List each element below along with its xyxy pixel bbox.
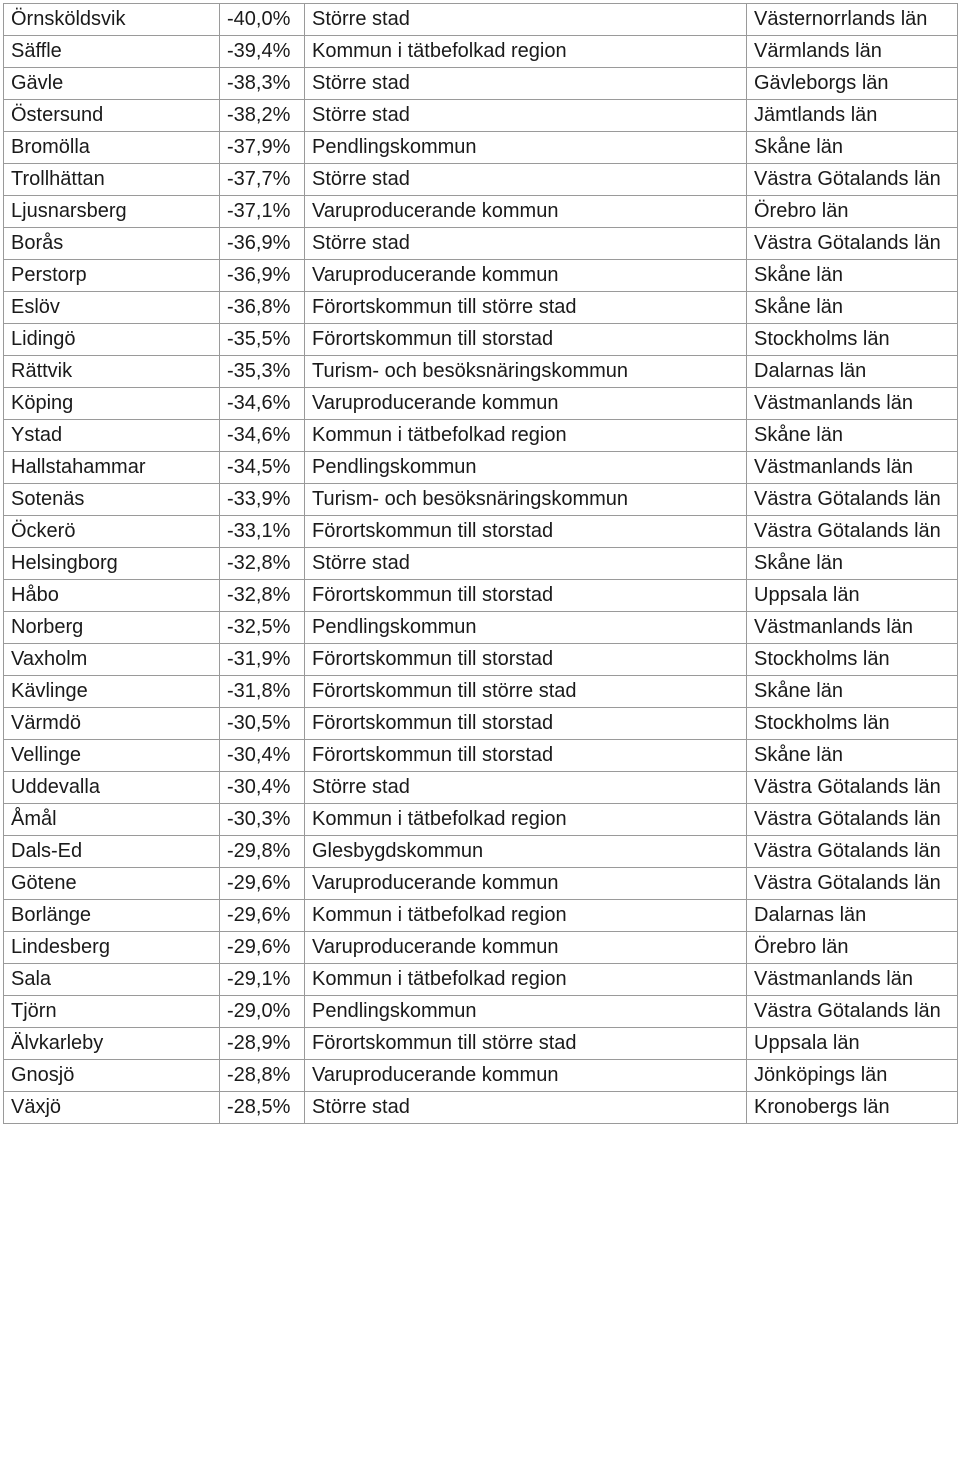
municipality-group-cell: Större stad (305, 164, 747, 196)
table-row (4, 516, 958, 548)
change-cell: -34,6% (220, 388, 305, 420)
municipality-group-cell: Större stad (305, 1092, 747, 1124)
change-cell: -36,8% (220, 292, 305, 324)
change-cell: -32,8% (220, 548, 305, 580)
municipality-cell: Gnosjö (4, 1060, 220, 1092)
table-row (4, 900, 958, 932)
municipality-group-cell: Glesbygdskommun (305, 836, 747, 868)
change-cell: -29,1% (220, 964, 305, 996)
county-cell: Uppsala län (747, 1028, 958, 1060)
municipality-cell: Köping (4, 388, 220, 420)
county-cell: Skåne län (747, 676, 958, 708)
change-cell: -33,9% (220, 484, 305, 516)
municipality-group-cell: Förortskommun till storstad (305, 324, 747, 356)
municipality-group-cell: Större stad (305, 772, 747, 804)
municipality-group-cell: Större stad (305, 548, 747, 580)
table-row (4, 996, 958, 1028)
table-row (4, 612, 958, 644)
municipality-cell: Älvkarleby (4, 1028, 220, 1060)
municipality-cell: Åmål (4, 804, 220, 836)
municipality-cell: Örnsköldsvik (4, 4, 220, 36)
change-cell: -37,9% (220, 132, 305, 164)
change-cell: -30,4% (220, 772, 305, 804)
change-cell: -38,3% (220, 68, 305, 100)
municipality-group-cell: Förortskommun till storstad (305, 740, 747, 772)
county-cell: Skåne län (747, 292, 958, 324)
municipality-cell: Helsingborg (4, 548, 220, 580)
table-row (4, 836, 958, 868)
change-cell: -31,8% (220, 676, 305, 708)
table-row (4, 36, 958, 68)
table-row (4, 196, 958, 228)
municipality-cell: Borås (4, 228, 220, 260)
county-cell: Västra Götalands län (747, 804, 958, 836)
change-cell: -29,6% (220, 932, 305, 964)
table-row (4, 324, 958, 356)
municipality-group-cell: Pendlingskommun (305, 996, 747, 1028)
change-cell: -28,9% (220, 1028, 305, 1060)
change-cell: -29,6% (220, 868, 305, 900)
municipality-group-cell: Pendlingskommun (305, 452, 747, 484)
municipality-group-cell: Kommun i tätbefolkad region (305, 900, 747, 932)
table-row (4, 356, 958, 388)
county-cell: Dalarnas län (747, 900, 958, 932)
change-cell: -28,8% (220, 1060, 305, 1092)
county-cell: Västra Götalands län (747, 228, 958, 260)
county-cell: Västra Götalands län (747, 484, 958, 516)
municipality-group-cell: Varuproducerande kommun (305, 196, 747, 228)
change-cell: -31,9% (220, 644, 305, 676)
municipality-cell: Bromölla (4, 132, 220, 164)
municipality-cell: Öckerö (4, 516, 220, 548)
change-cell: -28,5% (220, 1092, 305, 1124)
table-row (4, 484, 958, 516)
municipality-cell: Värmdö (4, 708, 220, 740)
table-row (4, 676, 958, 708)
municipality-group-cell: Förortskommun till storstad (305, 708, 747, 740)
table-row (4, 1060, 958, 1092)
municipality-group-cell: Turism- och besöksnäringskommun (305, 356, 747, 388)
county-cell: Dalarnas län (747, 356, 958, 388)
municipality-cell: Rättvik (4, 356, 220, 388)
change-cell: -29,6% (220, 900, 305, 932)
change-cell: -30,4% (220, 740, 305, 772)
municipality-group-cell: Förortskommun till större stad (305, 292, 747, 324)
municipality-group-cell: Större stad (305, 4, 747, 36)
county-cell: Västmanlands län (747, 612, 958, 644)
municipality-cell: Lindesberg (4, 932, 220, 964)
municipality-cell: Eslöv (4, 292, 220, 324)
table-row (4, 580, 958, 612)
municipality-group-cell: Varuproducerande kommun (305, 388, 747, 420)
table-row (4, 452, 958, 484)
municipality-cell: Norberg (4, 612, 220, 644)
municipality-group-cell: Kommun i tätbefolkad region (305, 420, 747, 452)
county-cell: Gävleborgs län (747, 68, 958, 100)
change-cell: -38,2% (220, 100, 305, 132)
municipality-cell: Växjö (4, 1092, 220, 1124)
municipality-cell: Sotenäs (4, 484, 220, 516)
municipality-group-cell: Förortskommun till större stad (305, 676, 747, 708)
table-row (4, 292, 958, 324)
table-row (4, 1092, 958, 1124)
table-row (4, 644, 958, 676)
county-cell: Örebro län (747, 196, 958, 228)
change-cell: -35,3% (220, 356, 305, 388)
municipality-group-cell: Kommun i tätbefolkad region (305, 804, 747, 836)
county-cell: Västmanlands län (747, 388, 958, 420)
change-cell: -34,5% (220, 452, 305, 484)
table-row (4, 164, 958, 196)
county-cell: Kronobergs län (747, 1092, 958, 1124)
municipality-cell: Götene (4, 868, 220, 900)
municipality-cell: Vaxholm (4, 644, 220, 676)
municipality-group-cell: Större stad (305, 228, 747, 260)
municipality-group-cell: Förortskommun till storstad (305, 580, 747, 612)
municipality-table (3, 3, 958, 1124)
table-row (4, 772, 958, 804)
county-cell: Jämtlands län (747, 100, 958, 132)
table-row (4, 100, 958, 132)
change-cell: -29,8% (220, 836, 305, 868)
municipality-group-cell: Pendlingskommun (305, 132, 747, 164)
change-cell: -35,5% (220, 324, 305, 356)
county-cell: Örebro län (747, 932, 958, 964)
table-row (4, 260, 958, 292)
municipality-cell: Tjörn (4, 996, 220, 1028)
table-body (4, 4, 958, 1124)
municipality-cell: Borlänge (4, 900, 220, 932)
county-cell: Skåne län (747, 132, 958, 164)
municipality-cell: Ljusnarsberg (4, 196, 220, 228)
table-row (4, 132, 958, 164)
change-cell: -32,5% (220, 612, 305, 644)
table-row (4, 868, 958, 900)
change-cell: -33,1% (220, 516, 305, 548)
change-cell: -32,8% (220, 580, 305, 612)
municipality-group-cell: Varuproducerande kommun (305, 260, 747, 292)
municipality-cell: Kävlinge (4, 676, 220, 708)
municipality-group-cell: Större stad (305, 68, 747, 100)
change-cell: -34,6% (220, 420, 305, 452)
municipality-cell: Sala (4, 964, 220, 996)
municipality-cell: Uddevalla (4, 772, 220, 804)
municipality-cell: Perstorp (4, 260, 220, 292)
municipality-group-cell: Varuproducerande kommun (305, 868, 747, 900)
county-cell: Västra Götalands län (747, 164, 958, 196)
municipality-group-cell: Kommun i tätbefolkad region (305, 36, 747, 68)
table-row (4, 548, 958, 580)
municipality-cell: Östersund (4, 100, 220, 132)
county-cell: Västmanlands län (747, 452, 958, 484)
county-cell: Stockholms län (747, 644, 958, 676)
county-cell: Uppsala län (747, 580, 958, 612)
municipality-group-cell: Förortskommun till storstad (305, 516, 747, 548)
county-cell: Skåne län (747, 548, 958, 580)
municipality-group-cell: Pendlingskommun (305, 612, 747, 644)
change-cell: -30,5% (220, 708, 305, 740)
municipality-cell: Gävle (4, 68, 220, 100)
table-row (4, 388, 958, 420)
county-cell: Värmlands län (747, 36, 958, 68)
change-cell: -36,9% (220, 260, 305, 292)
change-cell: -29,0% (220, 996, 305, 1028)
municipality-group-cell: Varuproducerande kommun (305, 932, 747, 964)
county-cell: Stockholms län (747, 324, 958, 356)
table-row (4, 708, 958, 740)
municipality-cell: Håbo (4, 580, 220, 612)
municipality-group-cell: Varuproducerande kommun (305, 1060, 747, 1092)
municipality-group-cell: Kommun i tätbefolkad region (305, 964, 747, 996)
county-cell: Västernorrlands län (747, 4, 958, 36)
municipality-group-cell: Förortskommun till storstad (305, 644, 747, 676)
municipality-cell: Säffle (4, 36, 220, 68)
table-row (4, 4, 958, 36)
county-cell: Västra Götalands län (747, 836, 958, 868)
municipality-group-cell: Större stad (305, 100, 747, 132)
table-row (4, 740, 958, 772)
county-cell: Stockholms län (747, 708, 958, 740)
county-cell: Skåne län (747, 420, 958, 452)
change-cell: -30,3% (220, 804, 305, 836)
municipality-cell: Ystad (4, 420, 220, 452)
county-cell: Västmanlands län (747, 964, 958, 996)
county-cell: Skåne län (747, 740, 958, 772)
change-cell: -40,0% (220, 4, 305, 36)
county-cell: Västra Götalands län (747, 996, 958, 1028)
table-row (4, 804, 958, 836)
municipality-cell: Vellinge (4, 740, 220, 772)
municipality-cell: Lidingö (4, 324, 220, 356)
county-cell: Västra Götalands län (747, 516, 958, 548)
table-row (4, 420, 958, 452)
table-row (4, 1028, 958, 1060)
change-cell: -37,1% (220, 196, 305, 228)
municipality-group-cell: Förortskommun till större stad (305, 1028, 747, 1060)
county-cell: Jönköpings län (747, 1060, 958, 1092)
change-cell: -37,7% (220, 164, 305, 196)
municipality-group-cell: Turism- och besöksnäringskommun (305, 484, 747, 516)
change-cell: -36,9% (220, 228, 305, 260)
municipality-cell: Dals-Ed (4, 836, 220, 868)
table-row (4, 228, 958, 260)
county-cell: Västra Götalands län (747, 868, 958, 900)
municipality-cell: Trollhättan (4, 164, 220, 196)
municipality-cell: Hallstahammar (4, 452, 220, 484)
table-row (4, 964, 958, 996)
county-cell: Västra Götalands län (747, 772, 958, 804)
table-row (4, 932, 958, 964)
change-cell: -39,4% (220, 36, 305, 68)
county-cell: Skåne län (747, 260, 958, 292)
table-row (4, 68, 958, 100)
